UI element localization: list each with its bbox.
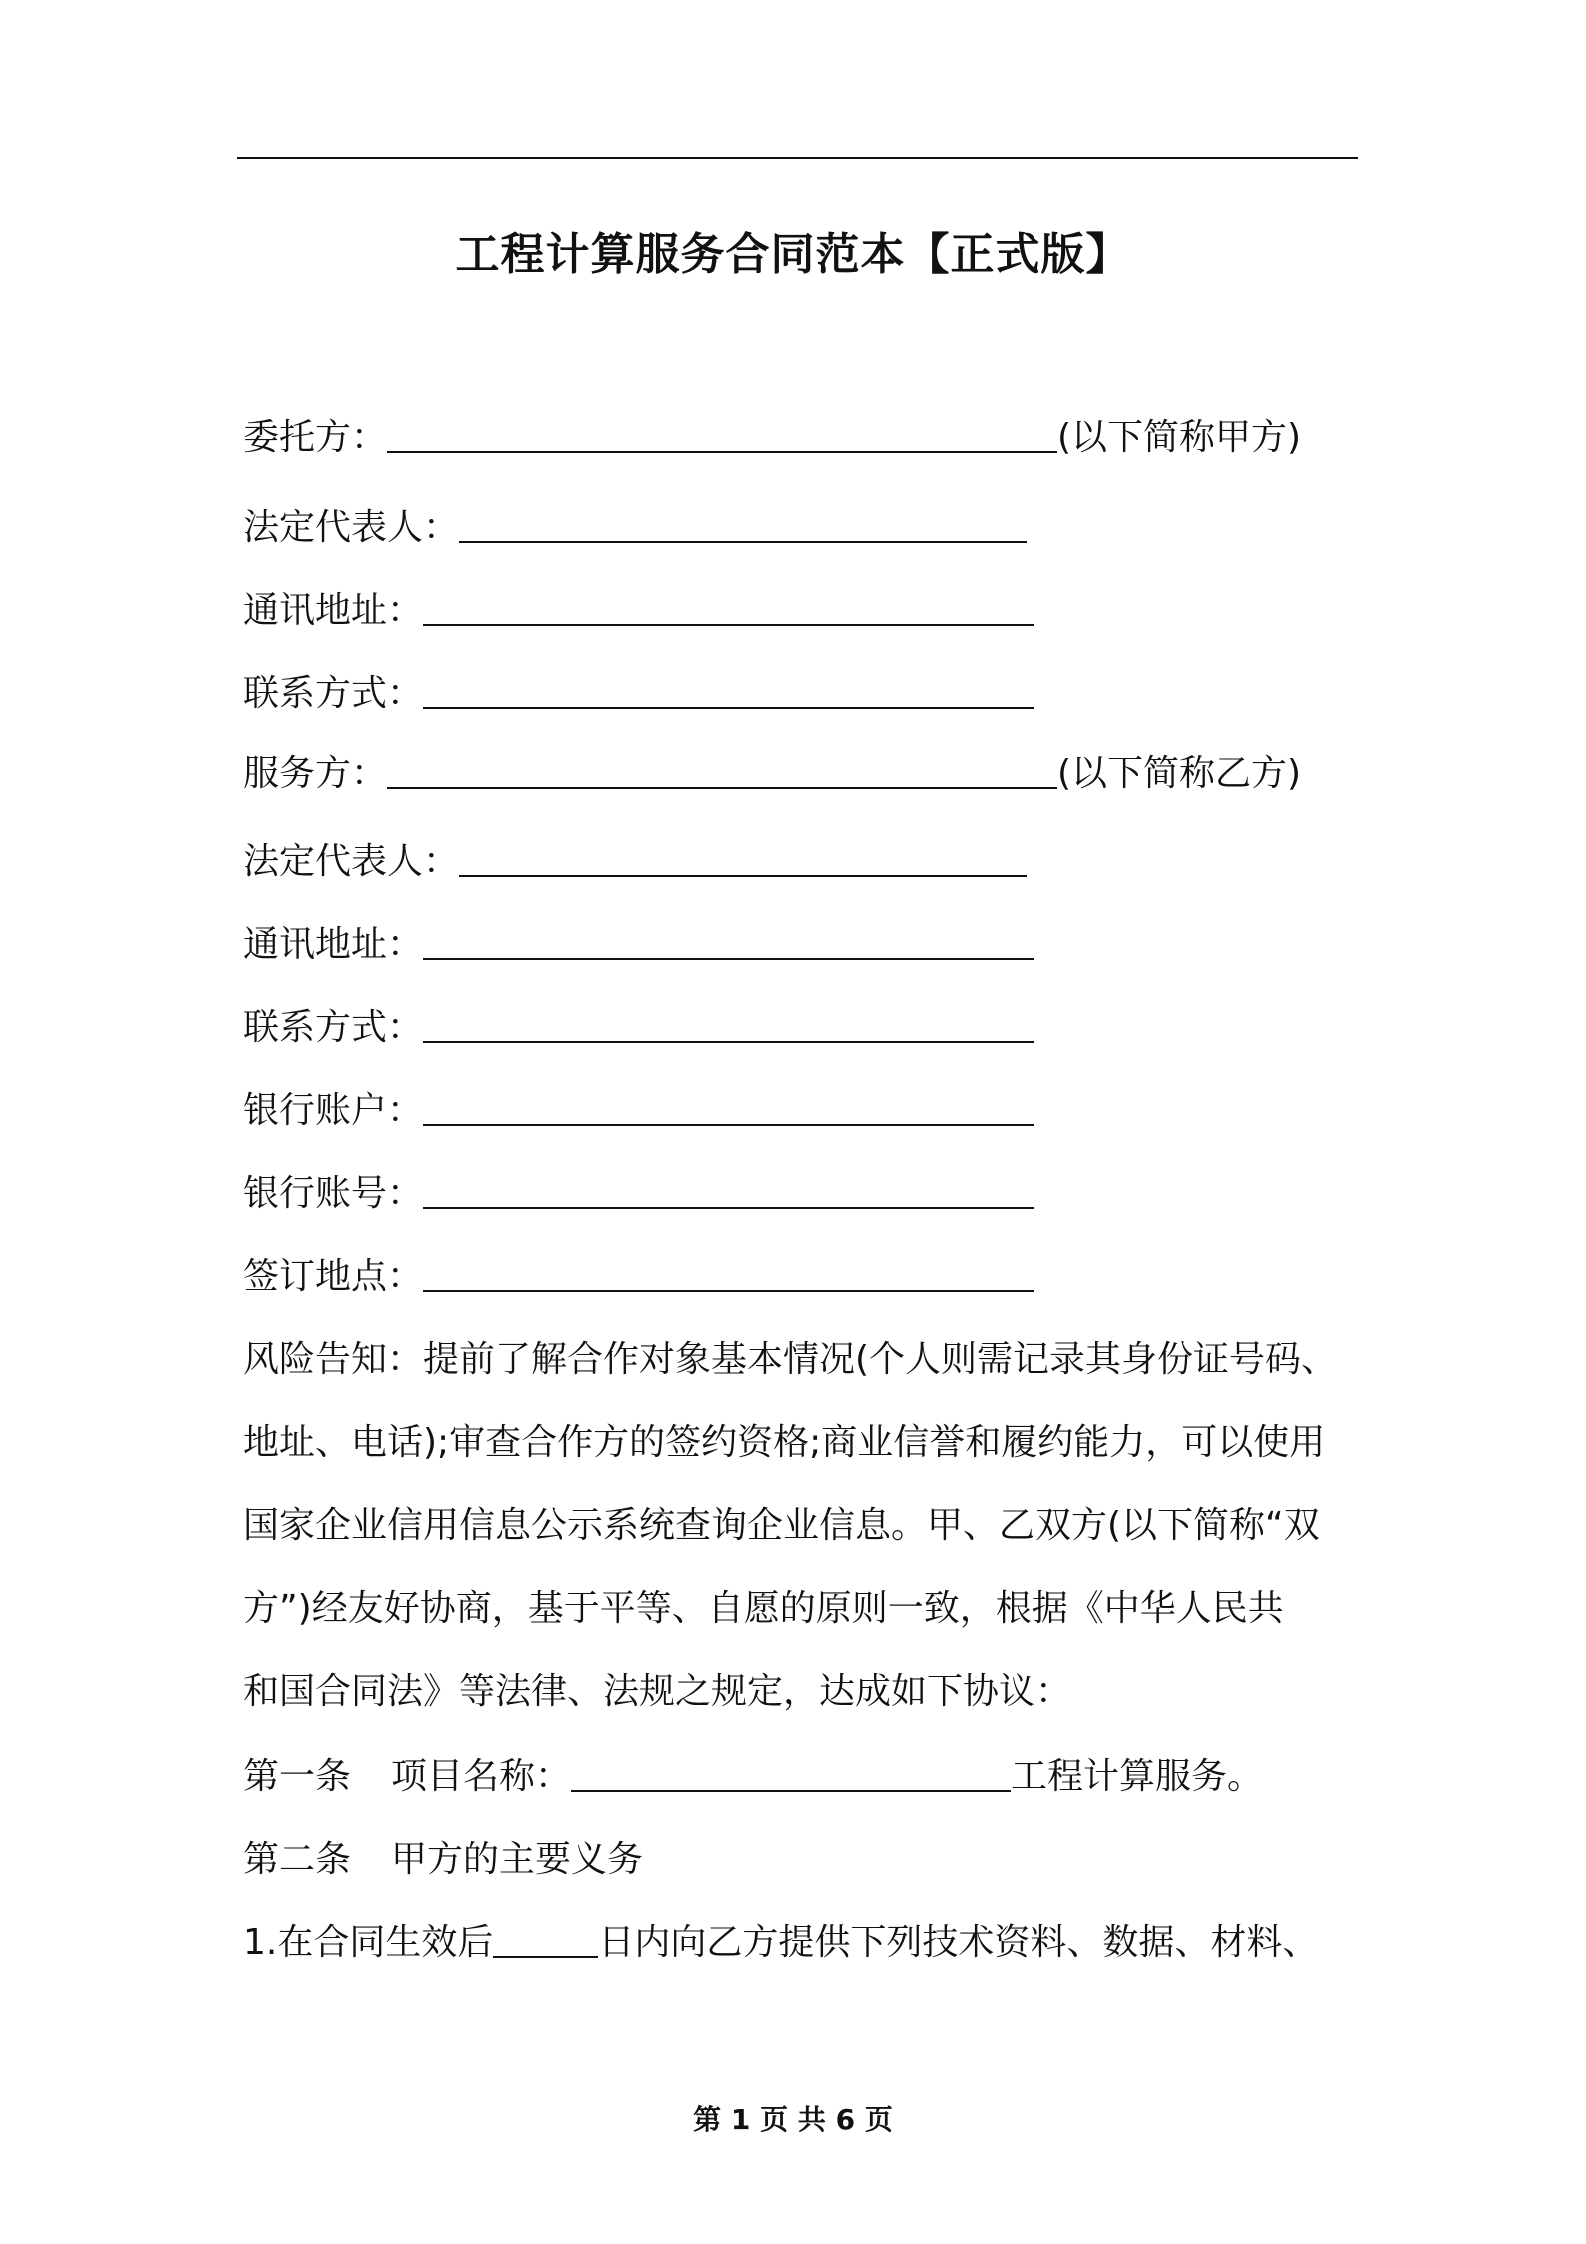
paragraph-line: 和国合同法》等法律、法规之规定，达成如下协议：	[243, 1671, 1072, 1712]
party-b-rep-field[interactable]	[459, 875, 1027, 877]
sign-place-label: 签订地点：	[243, 1256, 424, 1297]
project-name-field[interactable]	[571, 1790, 1011, 1792]
party-b-label: 服务方：	[243, 753, 388, 794]
party-b-rep-label: 法定代表人：	[243, 841, 460, 882]
article-1-line	[243, 1757, 1263, 1797]
bank-account-line	[243, 1091, 1034, 1131]
article-2-line	[243, 1840, 643, 1880]
party-a-suffix: (以下简称甲方)	[1057, 417, 1302, 458]
paragraph-line: 国家企业信用信息公示系统查询企业信息。甲、乙双方(以下简称“双	[243, 1505, 1320, 1546]
sign-place-field[interactable]	[423, 1290, 1034, 1292]
paragraph-line: 方”)经友好协商，基于平等、自愿的原则一致，根据《中华人民共	[243, 1588, 1284, 1629]
party-b-name-field[interactable]	[387, 787, 1057, 789]
article-1-label: 项目名称：	[391, 1756, 572, 1797]
party-b-contact-label: 联系方式：	[243, 1007, 424, 1048]
article-2-label: 甲方的主要义务	[391, 1839, 644, 1880]
bank-account-label: 银行账户：	[243, 1090, 424, 1131]
party-b-suffix: (以下简称乙方)	[1057, 753, 1302, 794]
article-2-number: 第二条	[243, 1839, 352, 1880]
article-1-number: 第一条	[243, 1756, 352, 1797]
bank-number-label: 银行账号：	[243, 1173, 424, 1214]
party-a-contact-line	[243, 674, 1034, 714]
item-1-prefix: 1.在合同生效后	[243, 1922, 494, 1963]
party-a-rep-label: 法定代表人：	[243, 507, 460, 548]
party-a-contact-label: 联系方式：	[243, 673, 424, 714]
bank-number-field[interactable]	[423, 1207, 1034, 1209]
party-b-contact-field[interactable]	[423, 1041, 1034, 1043]
party-a-line	[243, 418, 1301, 458]
item-1-suffix: 日内向乙方提供下列技术资料、数据、材料、	[598, 1922, 1319, 1963]
party-a-addr-label: 通讯地址：	[243, 590, 424, 631]
days-field[interactable]	[493, 1956, 598, 1958]
bank-account-field[interactable]	[423, 1124, 1034, 1126]
party-a-addr-field[interactable]	[423, 624, 1034, 626]
party-a-name-field[interactable]	[387, 451, 1057, 453]
party-b-addr-field[interactable]	[423, 958, 1034, 960]
party-b-contact-line	[243, 1008, 1034, 1048]
party-b-addr-label: 通讯地址：	[243, 924, 424, 965]
document-title: 工程计算服务合同范本【正式版】	[455, 229, 1131, 280]
party-a-label: 委托方：	[243, 417, 388, 458]
page-number: 第 1 页 共 6 页	[693, 2103, 893, 2136]
article-1-suffix: 工程计算服务。	[1011, 1756, 1264, 1797]
paragraph-line: 风险告知：提前了解合作对象基本情况(个人则需记录其身份证号码、	[243, 1339, 1338, 1380]
party-a-contact-field[interactable]	[423, 707, 1034, 709]
party-b-line	[243, 754, 1301, 794]
bank-number-line	[243, 1174, 1034, 1214]
sign-place-line	[243, 1257, 1034, 1297]
party-b-rep-line	[243, 842, 1027, 882]
paragraph-line: 地址、电话);审查合作方的签约资格;商业信誉和履约能力，可以使用	[243, 1422, 1326, 1463]
party-a-addr-line	[243, 591, 1034, 631]
party-a-rep-field[interactable]	[459, 541, 1027, 543]
item-1-line	[243, 1923, 1318, 1963]
header-rule	[237, 157, 1358, 159]
party-a-rep-line	[243, 508, 1027, 548]
party-b-addr-line	[243, 925, 1034, 965]
